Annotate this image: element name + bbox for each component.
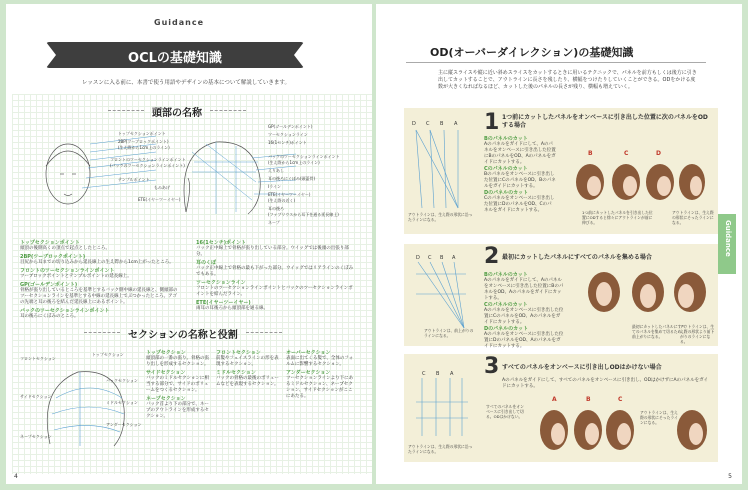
- term-def: バックの骨格の最後のボリュームなどを表現するセクション。: [216, 376, 279, 387]
- panel1-heading: 1つ前にカットしたパネルをオンベースに引き出した位置に次のパネルをODする場合: [502, 114, 708, 129]
- term-def: 頭頂部の一番の張り。骨格の張り出しを形成するセクション。: [146, 356, 209, 367]
- section-terms-col1: [146, 350, 210, 422]
- label-ete-right: ETE(イヤーツーイヤー): [268, 192, 311, 197]
- term-title: ネープセクション: [146, 396, 186, 402]
- panel3-caption: アウトラインは、生え際の形状に沿ったラインになる。: [408, 444, 473, 454]
- label-nape: ネープ: [268, 220, 280, 225]
- term-title: GP(ゴールデンポイント): [20, 282, 78, 288]
- panel2-diagram: [408, 254, 472, 334]
- panel1-note2: アウトラインは、生え際の形状にそったラインになる。: [672, 210, 714, 225]
- label-ete-left: ETE(イヤーツーイヤー): [138, 197, 181, 202]
- panel2-note2: アウトラインは、生え際の形状より前下がりのラインになる。: [680, 324, 715, 344]
- term-def: バックのミドルセクションに相当する部分で、サイドのボリュームをつくるセクション。: [146, 376, 209, 393]
- term-def: 前髪やフェイスラインの形を表現するセクション。: [216, 356, 279, 367]
- panel1-letter-a: A: [454, 121, 458, 127]
- panel3-letter-a: A: [450, 371, 454, 377]
- section-terms-col3: [286, 350, 354, 402]
- step-text: Aのパネルをガイドにして、すべてのパネルをオンベースに引き出し、ODはかけずにAのパネルをガイドにカットする。: [502, 378, 708, 389]
- label-back-sub: (生え際から1cm上のライン): [268, 160, 320, 165]
- panel1-number: 1: [484, 110, 500, 135]
- label-two-section-line: ツーセクションライン: [268, 132, 308, 137]
- step-title: Dのパネルのカット: [484, 326, 529, 332]
- diag-label-nape: ネープセクション: [20, 434, 52, 439]
- term-title: 2BP(ツーブロックポイント): [20, 254, 86, 260]
- left-page: [6, 4, 372, 484]
- page-number-left: 4: [14, 473, 18, 480]
- panel3-diagram: [408, 372, 472, 440]
- panel2-number: 2: [484, 244, 500, 269]
- panel3-steps: [502, 378, 712, 390]
- label-temple-point: テンプルポイント: [118, 177, 150, 182]
- page-number-right: 5: [728, 473, 732, 480]
- term-title: ETE(イヤーツーイヤー): [196, 300, 251, 306]
- panel1-letter-d: D: [412, 121, 416, 127]
- panel2-letter-a: A: [452, 255, 456, 261]
- label-gp: GP(ゴールデンポイント): [268, 124, 313, 129]
- panel3-letter-c: C: [422, 371, 426, 377]
- panel3-heading: すべてのパネルをオンベースに引き出しODはかけない場合: [502, 364, 662, 371]
- term-title: トップセクションポイント: [20, 240, 80, 246]
- step-text: Aのパネルをオンベースに引き出した位置にCのパネルをOD、Aのパネルをガイドにカットする。: [484, 308, 564, 325]
- step-text: Aのパネルをガイドにして、Aのパネルをオンベースに引き出した位置にBのパネルをOD、Aのパネルをガイドにカットする。: [484, 278, 564, 301]
- step-title: Bのパネルのカット: [484, 272, 528, 278]
- term-def: 耳の後ろにくぼみのところ。: [20, 314, 79, 319]
- label-back-two-section: (バックのツーセクションラインポイント): [110, 163, 185, 168]
- od-panel-2: [404, 244, 718, 349]
- term-title: フロントのツーセクションラインポイント: [20, 268, 115, 274]
- diag-label-back: バックセクション: [106, 378, 138, 383]
- front-head-drawing: [46, 144, 90, 204]
- label-front-two-section: フロントのツーセクションラインポイント: [110, 157, 186, 162]
- diag-label-front: フロントセクション: [20, 356, 56, 361]
- od-intro: 主に縦スライスや縦に近い斜めスライスをカットするときに用いるテクニックで、パネルを前方もしくは後方に引き出してカットすることで、アウトラインに長さを残したり、横幅をつけたりしていくことができる。ODをかける度数が大きくなればなるほど、カットした後のパネルの長さが残り、横幅も増えていく。: [438, 70, 697, 90]
- diag-label-under: アンダーセクション: [106, 422, 142, 427]
- intro-text: レッスンに入る前に、本書で使う用語やデザインの基本について解説していきます。: [81, 80, 290, 86]
- term-def: バック正中線上で骨格の最も下がった部分。ウイッグではリアラインのくぼみでもある。: [196, 266, 354, 277]
- diag-label-middle: ミドルセクション: [106, 400, 138, 405]
- step-title: Dのパネルのカット: [484, 190, 529, 196]
- term-title: 16(1センチ)ポイント: [196, 240, 247, 246]
- panel2-steps: [484, 272, 564, 350]
- label-2bp: 2BP(ツーブロックポイント): [118, 139, 169, 144]
- panel1-letter-c: C: [426, 121, 430, 127]
- term-title: トップセクション: [146, 350, 186, 356]
- term-def: バック正中線上で骨格が張り出している部分。ウイッグでは後頭の出張り部分。: [196, 246, 349, 257]
- panel1-head-d: D: [656, 150, 661, 157]
- terms-list-right: [196, 240, 356, 314]
- panel1-caption: アウトラインは、生え際の形状に沿ったラインになる。: [408, 212, 473, 222]
- od-panel-1: [404, 108, 718, 234]
- term-title: ツーセクションライン: [196, 280, 246, 286]
- step-text: Aのパネルをガイドにして、Aのパネルをオンベースに引き出した位置にBのパネルをOD、Aのパネルをガイドにカットする。: [484, 142, 556, 165]
- page-title: OCLの基礎知識: [128, 51, 222, 66]
- label-nape-hairline: えりあし: [268, 168, 284, 173]
- label-sideburn: もみあげ: [154, 185, 170, 190]
- term-def: バック首より下の部分で、ネープのアウトラインを形成するセクション。: [146, 402, 209, 419]
- term-title: ミドルセクション: [216, 370, 256, 376]
- term-title: バックのツーセクションラインポイント: [20, 308, 110, 314]
- step-title: Bのパネルのカット: [484, 136, 528, 142]
- label-ear-hollow: 耳の後ろにくぼみ(頭蓋骨): [268, 176, 316, 181]
- term-title: サイドセクション: [146, 370, 186, 376]
- step-text: Aのパネルをオンベースに引き出した位置にDのパネルをOD、Aのパネルをガイドにカットする。: [484, 332, 564, 349]
- panel3-head-c: C: [618, 396, 623, 403]
- label-16-point: 16(1センチ)ポイント: [268, 140, 307, 145]
- term-def: 骨格が張り出しているところを基準とするバック側中線の延長線と、側頭部のツーセクションラインを基準とする中線の延長線上でぶつかったところ。アゴの先端と耳の後ろを結んだ延長線上にあるポイント。: [20, 288, 178, 305]
- panel3-hair-photos: [532, 404, 712, 456]
- title-rule: [406, 62, 706, 63]
- right-page: [376, 4, 742, 484]
- step-text: Cのパネルをオンベースに引き出した位置にDのパネルをOD、Cのパネルをガイドにカットする。: [484, 196, 555, 213]
- title-bar: [46, 42, 304, 68]
- step-title: Cのパネルのカット: [484, 302, 528, 308]
- panel3-head-a: A: [552, 396, 557, 403]
- term-def: 頭頂の後側高くの頂点で起点としたところ。: [20, 246, 110, 251]
- panel3-note2: アウトラインは、生え際の形状にそったラインになる。: [640, 410, 678, 425]
- panel1-hair-photos: [568, 158, 708, 208]
- panel2-heading: 最初にカットしたパネルにすべてのパネルを集める場合: [502, 254, 652, 261]
- step-text: Bのパネルをオンベースに引き出した位置にCのパネルをOD、Bのパネルをガイドにカットする。: [484, 172, 556, 189]
- term-def: ツーブロックポイントとテンプルポイントの延長線上。: [20, 274, 132, 279]
- term-title: アンダーセクション: [286, 370, 331, 376]
- panel2-note: 最初にカットしたパネルにすべてのパネルを集めて切るため、前上がりになる。: [632, 324, 686, 339]
- od-title: OD(オーバーダイレクション)の基礎知識: [430, 46, 634, 59]
- panel1-note: 1つ前にカットしたパネルを引き出した位置にODすると徐々にアウトラインが前に伸びる。: [582, 210, 653, 225]
- term-title: オーバーセクション: [286, 350, 331, 356]
- label-near-hairline: (生え際の近く): [268, 198, 296, 203]
- side-head-drawing: [184, 142, 260, 214]
- od-panel-3: [404, 354, 718, 462]
- terms-list-left: [20, 240, 180, 322]
- panel2-hair-photos: [574, 270, 714, 316]
- guidance-label: Guidance: [154, 18, 204, 27]
- step-title: Cのパネルのカット: [484, 166, 528, 172]
- head-section-heading: 頭部の名称: [152, 104, 202, 119]
- panel2-letter-b: B: [440, 255, 444, 261]
- term-def: 両耳の耳後ろから頭頂部を通る線。: [196, 306, 268, 311]
- panel1-head-c: C: [624, 150, 629, 157]
- section-terms-col2: [216, 350, 280, 390]
- side-tab-label: Guidance: [724, 220, 732, 257]
- term-def: 目尻から耳までの切り込みから延長線上の生え際から1cm上がったところ。: [20, 260, 174, 265]
- label-back-two-section-point: バックのツーセクションラインポイント: [268, 154, 340, 159]
- panel1-head-b: B: [588, 150, 593, 157]
- label-top-section-point: トップセクションポイント: [118, 131, 166, 136]
- diag-label-top: トップセクション: [92, 352, 124, 357]
- panel3-letter-b: B: [436, 371, 440, 377]
- section-roles-heading: セクションの名称と役割: [128, 326, 238, 341]
- side-tab: [718, 214, 736, 274]
- panel3-number: 3: [484, 354, 500, 379]
- panel1-steps: [484, 136, 556, 214]
- panel2-caption: アウトラインは、前上がりのラインになる。: [424, 328, 474, 338]
- panel2-letter-d: D: [416, 255, 420, 261]
- panel1-letter-b: B: [440, 121, 444, 127]
- label-extension: (ファブリウスから耳下を通る延長線上): [268, 212, 339, 217]
- label-2bp-sub: (生え際から1cm上のライン): [118, 145, 170, 150]
- panel3-note: すべてのパネルをオンベースに引き出して切る。ODはかけない。: [486, 404, 524, 419]
- panel3-head-b: B: [586, 396, 591, 403]
- label-behind-ear: 耳の後ろ: [268, 206, 284, 211]
- term-title: フロントセクション: [216, 350, 261, 356]
- term-def: 表面に出てくる髪で、全体のフォルムに影響するセクション。: [286, 356, 354, 367]
- diag-label-side: サイドセクション: [20, 394, 52, 399]
- term-title: 耳のくぼ: [196, 260, 217, 266]
- term-def: ツーセクションラインより下にあるミドルセクション、ネープセクション、サイドセクションがここにあたる。: [286, 376, 354, 399]
- panel1-diagram: [410, 122, 470, 212]
- panel2-letter-c: C: [428, 255, 432, 261]
- label-i-line: Iライン: [268, 184, 282, 189]
- term-def: フロントのツーセクションラインポイントとバックのツーセクションラインポイントを結んだライン。: [196, 286, 353, 297]
